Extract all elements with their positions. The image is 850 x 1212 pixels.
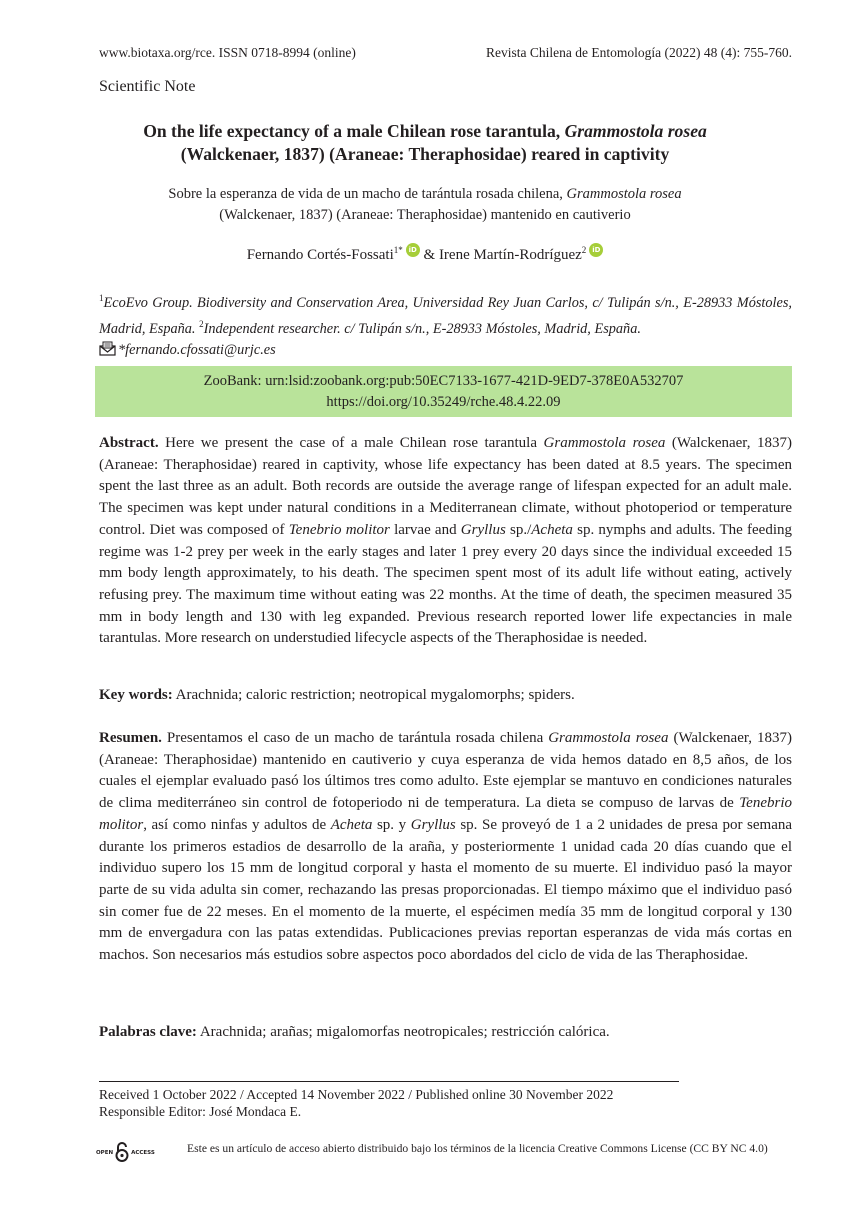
palabras-clave-line (99, 1022, 792, 1044)
doi-link[interactable]: https://doi.org/10.35249/rche.48.4.22.09 (326, 394, 561, 410)
article-subtitle (80, 184, 770, 226)
keywords-label: Key words: (99, 687, 173, 703)
affil-text-2: Independent researcher. c/ Tulipán s/n., E-28933 Móstoles, Madrid, España. (203, 320, 641, 337)
palabras-clave-text: Arachnida; arañas; migalomorfas neotropicales; restricción calórica. (196, 1024, 610, 1040)
journal-url-issn: www.biotaxa.org/rce. ISSN 0718-8994 (online) (99, 45, 356, 60)
corresponding-email[interactable]: *fernando.cfossati@urjc.es (118, 341, 276, 358)
author-list (80, 243, 770, 264)
abstract-text: larvae and (389, 521, 461, 538)
author-name: Fernando Cortés-Fossati (246, 247, 394, 263)
species-name: Grammostola rosea (543, 435, 666, 451)
resumen-paragraph (99, 728, 792, 967)
oa-text-right: ACCESS (131, 1150, 155, 1156)
zoobank-box (95, 366, 792, 417)
journal-citation: Revista Chilena de Entomología (2022) 48 (4): 755-760. (486, 45, 792, 60)
orcid-icon[interactable]: iD (406, 243, 420, 257)
article-dates: Received 1 October 2022 / Accepted 14 November 2022 / Published online 30 November 2022 (99, 1087, 614, 1102)
mail-icon (99, 341, 116, 363)
article-type-label: Scientific Note (99, 78, 196, 95)
abstract-text: sp./ (505, 521, 532, 538)
affil-marker: 1 (99, 293, 104, 303)
species-name: Grammostola rosea (548, 730, 669, 746)
title-text-2: (Walckenaer, 1837) (Araneae: Theraphosidae) reared in captivity (180, 144, 670, 164)
author-separator: & (419, 247, 439, 263)
genus-name: Gryllus (410, 816, 456, 833)
species-name: Tenebrio molitor (99, 795, 792, 833)
affil-text-1: EcoEvo Group. Biodiversity and Conservation Area, Universidad Rey Juan Carlos, c/ Tulipán s/n., E-28933 Móstoles, Madrid, España. (99, 294, 792, 337)
zoobank-lsid[interactable]: ZooBank: urn:lsid:zoobank.org:pub:50EC7133-1677-421D-9ED7-378E0A532707 (203, 373, 684, 389)
title-text: On the life expectancy of a male Chilean rose tarantula, (143, 121, 565, 141)
resumen-text: , así como ninfas y adultos de (143, 816, 331, 833)
subtitle-text-2: (Walckenaer, 1837) (Araneae: Theraphosidae) mantenido en cautiverio (219, 207, 631, 223)
resumen-text: sp. y (372, 816, 411, 833)
abstract-text: sp. nymphs and adults. The feeding regime was 1-2 prey per week in the early stages and later 1 prey every 20 days since the individual exceeded 15 mm body length approximately, to his death. The specimen spent most of its adult life without eating, actively refusing prey. The maximum time without eating was 22 months. At the time of death, the specimen measured 35 mm in body length and 130 with leg expanded. Previous research reported lower life expectancies in male tarantulas. More research on understudied lifecycle aspects of the Theraphosidae is needed. (99, 521, 792, 647)
species-name: Tenebrio molitor (288, 521, 390, 538)
oa-text-left: OPEN (96, 1150, 114, 1156)
keywords-line (99, 685, 792, 707)
abstract-paragraph (99, 433, 792, 650)
open-access-logo (96, 1142, 155, 1164)
author-name: Irene Martín-Rodríguez (438, 247, 582, 263)
keywords-text: Arachnida; caloric restriction; neotropical mygalomorphs; spiders. (172, 687, 575, 703)
abstract-text: Here we present the case of a male Chilean rose tarantula (158, 435, 544, 451)
abstract-label: Abstract. (99, 435, 159, 451)
palabras-clave-label: Palabras clave: (99, 1024, 197, 1040)
author-affil-marker: 1* (393, 245, 403, 255)
article-title (80, 120, 770, 166)
resumen-text: sp. Se proveyó de 1 a 2 unidades de presa por semana durante los primeros estadios de desarrollo de la araña, y posteriormente 1 unidad cada 20 días cuando que el individuo supero los 15 mm de longitud corporal y hasta el momento de su muerte. El individuo pasó la mayor parte de su vida adulta sin comer, rechazando las presas proporcionadas. El tiempo máximo que el individuo pasó sin comer fue de 22 meses. En el momento de la muerte, el espécimen medía 35 mm de longitud corporal y 130 mm de envergadura con las patas extendidas. Publicaciones previas reportan esperanzas de vida más cortas en machos. Son necesarios más estudios sobre aspectos poco abordados del ciclo de vida de las Theraphosidae. (99, 816, 793, 964)
title-species: Grammostola rosea (564, 121, 707, 141)
abstract-text: (Walckenaer, 1837) (Araneae: Theraphosidae) reared in captivity, whose life expectancy has been dated at 8.5 years. The specimen spent the last three as an adult. Both records are outside the average range of lifespan expected for an adult male. The specimen was kept under natural conditions in a Mediterranean climate, without photoperiod or temperature control. Diet was composed of (99, 435, 792, 538)
resumen-text: (Walckenaer, 1837) (Araneae: Theraphosidae) mantenido en cautiverio y cuya esperanza de vida hemos datado en 8,5 años, de los cuales el ejemplar evaluado pasó los últimos tres como adulto. Este ejemplar se mantuvo en condiciones naturales de clima mediterráneo sin control de fotoperiodo ni de temperatura. La dieta se compuso de larvas de (99, 730, 792, 812)
subtitle-text: Sobre la esperanza de vida de un macho de tarántula rosada chilena, (168, 186, 567, 202)
footer-divider (99, 1081, 679, 1082)
affil-marker: 2 (199, 318, 204, 329)
affiliations (99, 288, 792, 363)
genus-name: Gryllus (460, 521, 506, 538)
orcid-icon[interactable]: iD (589, 243, 603, 257)
resumen-text: Presentamos el caso de un macho de tarántula rosada chilena (161, 730, 549, 746)
license-statement: Este es un artículo de acceso abierto distribuido bajo los términos de la licencia Creative Commons License (CC BY NC 4.0) (187, 1142, 768, 1155)
genus-name: Acheta (330, 816, 373, 833)
responsible-editor: Responsible Editor: José Mondaca E. (99, 1104, 302, 1119)
resumen-label: Resumen. (99, 730, 162, 746)
genus-name: Acheta (531, 521, 573, 538)
author-affil-marker: 2 (581, 245, 587, 255)
subtitle-species: Grammostola rosea (566, 186, 682, 202)
open-access-lock-icon (115, 1142, 129, 1164)
